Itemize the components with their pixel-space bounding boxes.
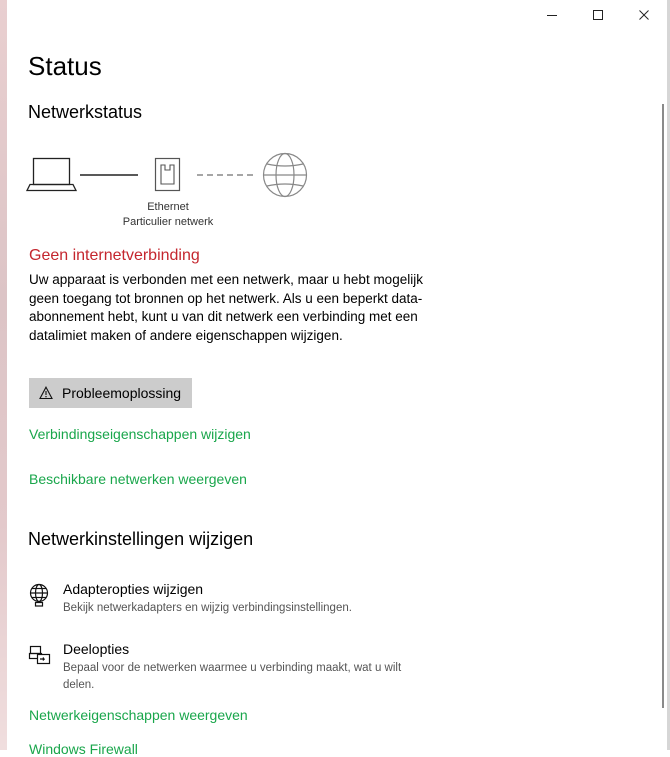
sharing-icon — [28, 643, 52, 667]
change-settings-heading: Netwerkinstellingen wijzigen — [28, 529, 254, 549]
network-status-heading: Netwerkstatus — [28, 102, 143, 122]
warning-icon — [39, 386, 53, 400]
sharing-options-title: Deelopties — [63, 641, 130, 657]
change-connection-properties-link[interactable]: Verbindingseigenschappen wijzigen — [29, 426, 251, 442]
ethernet-icon — [156, 159, 180, 191]
network-profile: Particulier netwerk — [122, 216, 214, 228]
troubleshoot-button[interactable] — [29, 378, 192, 408]
troubleshoot-label: Probleemoplossing — [62, 385, 182, 401]
adapter-name: Ethernet — [147, 201, 189, 213]
view-network-properties-link[interactable]: Netwerkeigenschappen weergeven — [29, 707, 248, 723]
sharing-options-description: Bepaal voor de netwerken waarmee u verbinding maakt, wat u wilt delen. — [63, 662, 402, 691]
close-icon — [638, 9, 650, 21]
sharing-options-item[interactable] — [28, 641, 448, 693]
adapter-options-title: Adapteropties wijzigen — [63, 581, 204, 597]
connection-info — [110, 200, 226, 230]
maximize-button[interactable] — [575, 0, 621, 30]
minimize-button[interactable] — [529, 0, 575, 30]
windows-firewall-link[interactable]: Windows Firewall — [29, 741, 138, 757]
adapter-options-item[interactable] — [28, 581, 448, 621]
adapter-options-description: Bekijk netwerkadapters en wijzig verbindingsinstellingen. — [63, 602, 352, 614]
connection-error-title: Geen internetverbinding — [29, 247, 200, 264]
laptop-icon — [27, 159, 76, 191]
title-bar-controls — [529, 0, 667, 32]
adapter-globe-icon — [28, 583, 52, 607]
show-available-networks-link[interactable]: Beschikbare netwerken weergeven — [29, 471, 247, 487]
close-button[interactable] — [621, 0, 667, 30]
page-title: Status — [28, 51, 102, 81]
maximize-icon — [592, 9, 604, 21]
minimize-icon — [546, 9, 558, 21]
scrollbar[interactable] — [662, 104, 664, 708]
globe-icon — [264, 154, 307, 197]
connection-description: Uw apparaat is verbonden met een netwerk, maar u hebt mogelijk geen toegang tot bronnen op het netwerk. Als u een beperkt data-abonnement hebt, kunt u van dit netwerk een verbinding met een datalimiet maken of andere eigenschappen wijzigen. — [29, 272, 423, 343]
